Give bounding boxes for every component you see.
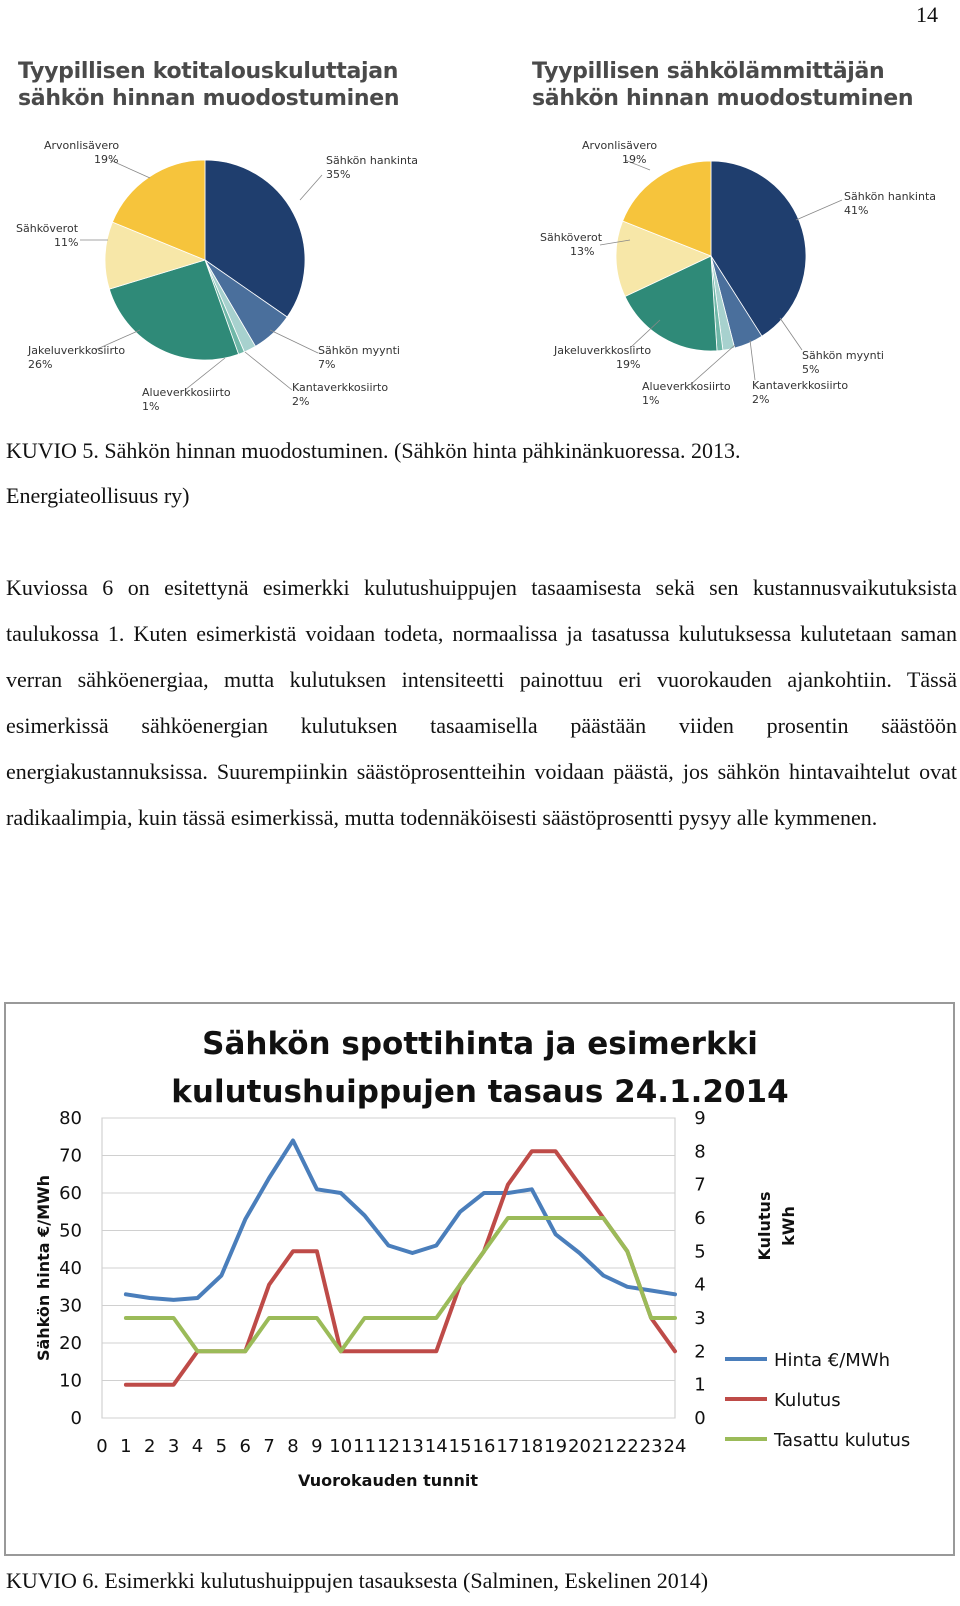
series-2-point [627,1251,628,1252]
pie-left-label-jakelu: Jakeluverkkosiirto 26% [28,344,126,371]
x-tick-label: 7 [263,1436,275,1457]
series-1-point [293,1251,294,1252]
series-1-point [436,1351,437,1352]
series-2-point [197,1351,198,1352]
series-0-point [316,1189,317,1190]
x-tick-label: 13 [400,1436,424,1457]
y-right-tick-label: 4 [694,1274,706,1296]
page-number: 14 [916,2,938,27]
x-tick-label: 12 [377,1436,400,1457]
series-2-point [316,1318,317,1319]
y-right-axis-title-line1: Kulutus [755,1191,774,1261]
x-axis-title: Vuorokauden tunnit [297,1471,479,1490]
y-right-tick-label: 8 [694,1141,706,1163]
series-0-point [436,1245,437,1246]
series-0-point [531,1189,532,1190]
series-0-point [364,1215,365,1216]
series-0-point [221,1275,222,1276]
series-2-point [412,1318,413,1319]
x-tick-label: 15 [448,1436,472,1457]
y-left-tick-label: 20 [59,1333,82,1354]
series-0-point [484,1193,485,1194]
series-0-point [651,1290,652,1291]
y-right-tick-label: 5 [694,1241,706,1263]
pie-left-label-alv: Arvonlisävero 19% [44,139,120,166]
series-1-point [388,1351,389,1352]
series-1-point [675,1351,676,1352]
x-tick-label: 2 [144,1436,156,1457]
y-right-tick-label: 6 [694,1208,706,1229]
series-0-point [388,1245,389,1246]
pie-right-label-verot: Sähköverot 13% [540,231,603,258]
series-1-point [579,1184,580,1185]
x-tick-label: 4 [191,1436,204,1457]
series-2-point [364,1318,365,1319]
series-2-point [675,1318,676,1319]
series-0-point [293,1140,294,1141]
x-tick-label: 6 [239,1436,251,1457]
series-0-point [269,1178,270,1179]
series-0-point [460,1211,461,1212]
pie-left-label-kanta: Kantaverkkosiirto 2% [292,381,389,408]
series-2-point [388,1318,389,1319]
figure-6-caption: KUVIO 6. Esimerkki kulutushuippujen tasauksesta (Salminen, Eskelinen 2014) [6,1568,709,1593]
series-2-point [340,1351,341,1352]
series-1-point [125,1384,126,1385]
pie-left-label-hankinta: Sähkön hankinta 35% [326,154,419,181]
series-1-point [507,1184,508,1185]
series-0-point [555,1234,556,1235]
y-right-tick-label: 2 [694,1341,706,1363]
pie-right-title-line2: sähkön hinnan muodostuminen [532,86,914,111]
x-tick-label: 8 [287,1436,299,1457]
series-line-2 [126,1218,675,1351]
x-tick-label: 16 [472,1436,496,1457]
y-right-axis-title-line2: kWh [779,1206,798,1246]
x-tick-label: 0 [96,1436,108,1457]
series-2-point [460,1284,461,1285]
pie-left-title-line2: sähkön hinnan muodostuminen [18,86,400,111]
x-tick-label: 18 [520,1436,544,1457]
pie-right-label-alue: Alueverkkosiirto 1% [642,380,731,407]
series-2-point [293,1318,294,1319]
y-right-tick-label: 7 [694,1174,706,1196]
x-tick-label: 1 [120,1436,132,1457]
x-tick-label: 22 [615,1436,639,1457]
pie-left-label-myynti: Sähkön myynti 7% [318,344,400,371]
x-tick-label: 20 [568,1436,591,1457]
series-2-point [125,1318,126,1319]
pie-right-label-hankinta: Sähkön hankinta 41% [844,190,937,217]
pie-left-label-alue: Alueverkkosiirto 1% [142,386,231,413]
chart-title-line2: kulutushuippujen tasaus 24.1.2014 [171,1074,789,1110]
y-left-tick-label: 70 [59,1145,82,1167]
series-2-point [245,1351,246,1352]
x-tick-label: 17 [496,1436,520,1457]
series-0-point [579,1253,580,1254]
y-left-tick-label: 30 [59,1295,82,1317]
body-paragraph: Kuviossa 6 on esitettynä esimerkki kulutushuippujen tasaamisesta sekä sen kustannusvaikutuksista taulukossa 1. Kuten esimerkistä voidaan todeta, normaalissa ja tasatussa kulutuksessa kulutetaan saman verran sähköenergiaa, mutta kulutuksen intensiteetti painottuu eri vuorokauden ajankohtiin. Tässä esimerkissä sähköenergian kulutuksen tasaamisella päästään viiden prosentin säästöön energiakustannuksissa. Suurempiinkin säästöprosentteihin voidaan päästä, jos sähkön hintavaihtelut ovat radikaalimpia, kuin tässä esimerkissä, mutta todennäköisesti säästöprosentti pysyy alle kymmenen. [6,575,957,830]
series-2-point [221,1351,222,1352]
legend-label-1: Kulutus [774,1390,841,1411]
x-tick-label: 24 [663,1436,687,1457]
pie-right-label-alv: Arvonlisävero 19% [582,139,658,166]
pie-right-label-kanta: Kantaverkkosiirto 2% [752,379,849,406]
y-left-tick-label: 50 [59,1220,82,1242]
figure-5-caption-line1: KUVIO 5. Sähkön hinnan muodostuminen. (Sähkön hinta pähkinänkuoressa. 2013. [6,438,741,463]
y-left-tick-label: 80 [59,1108,82,1129]
series-2-point [579,1218,580,1219]
x-tick-label: 5 [215,1436,228,1457]
pie-right-title-line1: Tyypillisen sähkölämmittäjän [532,59,885,84]
series-0-point [603,1275,604,1276]
series-2-point [555,1218,556,1219]
series-2-point [484,1251,485,1252]
series-1-point [555,1151,556,1152]
y-right-tick-label: 9 [694,1108,706,1129]
series-1-point [149,1384,150,1385]
series-0-point [340,1193,341,1194]
series-1-point [316,1251,317,1252]
figure-5-caption-line2: Energiateollisuus ry) [6,483,190,508]
series-2-point [603,1218,604,1219]
series-0-point [125,1294,126,1295]
series-0-point [412,1253,413,1254]
series-2-point [269,1318,270,1319]
y-left-axis-title: Sähkön hinta €/MWh [34,1174,53,1362]
series-2-point [651,1318,652,1319]
series-1-point [412,1351,413,1352]
chart-title-line1: Sähkön spottihinta ja esimerkki [202,1026,758,1062]
y-left-tick-label: 10 [59,1370,82,1392]
x-tick-label: 11 [353,1436,377,1457]
series-0-point [197,1298,198,1299]
series-2-point [173,1318,174,1319]
series-1-point [269,1284,270,1285]
y-right-tick-label: 1 [694,1374,706,1396]
y-right-tick-label: 0 [694,1408,706,1429]
x-tick-label: 3 [167,1436,180,1457]
pie-right-label-jakelu: Jakeluverkkosiirto 19% [554,344,652,371]
series-0-point [173,1299,174,1300]
y-left-tick-label: 40 [59,1258,82,1279]
series-2-point [436,1318,437,1319]
x-tick-label: 19 [544,1436,568,1457]
x-tick-label: 14 [424,1436,448,1457]
series-2-point [149,1318,150,1319]
legend-label-2: Tasattu kulutus [774,1430,911,1451]
series-2-point [531,1218,532,1219]
pie-right-label-myynti: Sähkön myynti 5% [802,349,884,376]
series-0-point [507,1193,508,1194]
y-right-tick-label: 3 [694,1308,706,1329]
x-tick-label: 23 [639,1436,663,1457]
series-line-0 [126,1141,675,1300]
series-1-point [173,1384,174,1385]
x-tick-label: 10 [329,1436,353,1457]
x-tick-label: 9 [311,1436,323,1457]
series-1-point [531,1151,532,1152]
series-2-point [507,1218,508,1219]
y-left-tick-label: 0 [70,1408,82,1429]
series-0-point [627,1286,628,1287]
series-0-point [675,1294,676,1295]
x-tick-label: 21 [591,1436,615,1457]
legend-label-0: Hinta €/MWh [774,1350,891,1371]
series-1-point [364,1351,365,1352]
series-0-point [245,1219,246,1220]
pie-left-title-line1: Tyypillisen kotitalouskuluttajan [18,59,399,84]
series-0-point [149,1298,150,1299]
pie-left-label-verot: Sähköverot 11% [16,222,79,249]
y-left-tick-label: 60 [59,1183,82,1204]
